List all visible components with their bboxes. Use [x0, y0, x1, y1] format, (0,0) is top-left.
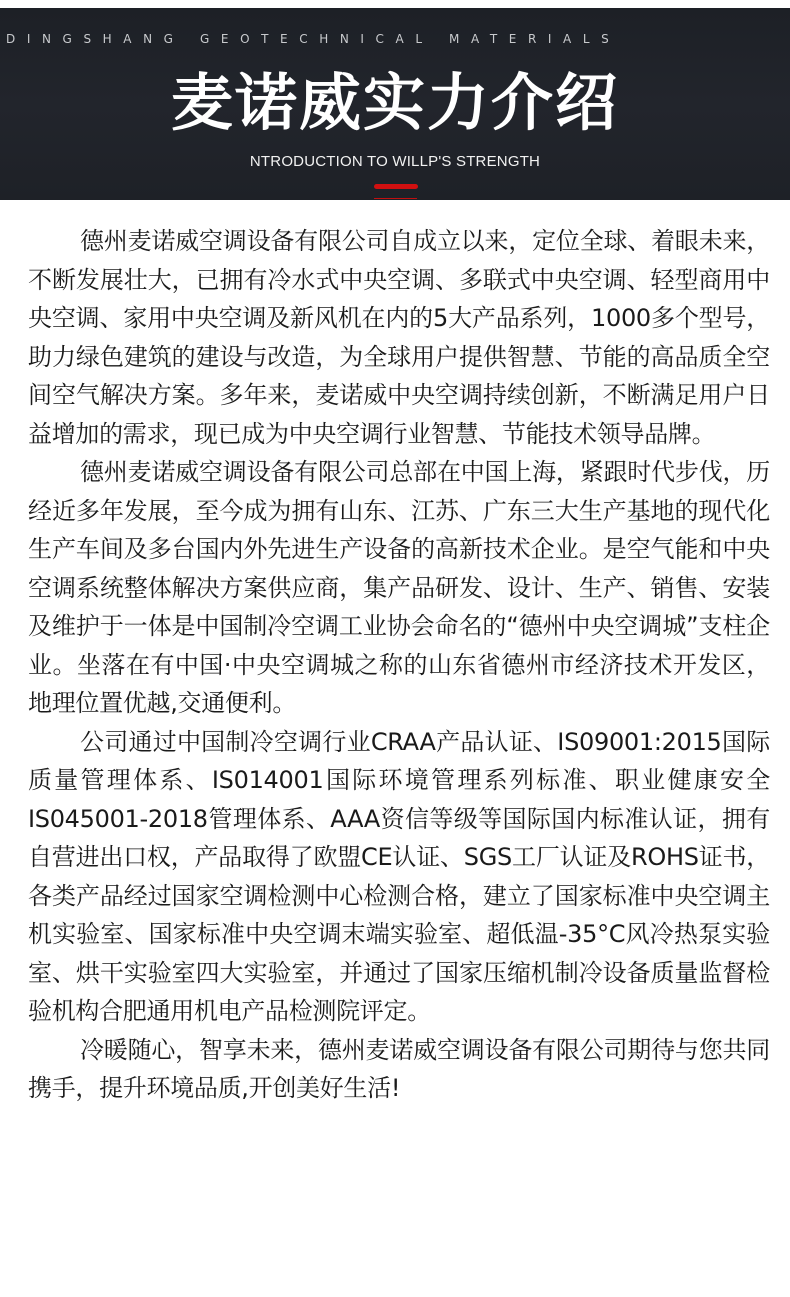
- banner-header: [0, 8, 790, 200]
- page-title: 麦诺威实力介绍: [170, 66, 619, 139]
- accent-bar-thin: [374, 198, 417, 199]
- top-margin: [0, 0, 790, 8]
- intro-body: [0, 200, 790, 1108]
- paragraph-certifications: 公司通过中国制冷空调行业CRAA产品认证、IS09001:2015国际质量管理体系、IS014001国际环境管理系列标准、职业健康安全IS045001-2018管理体系、AAA资信等级等国际国内标准认证，拥有自营进出口权，产品取得了欧盟CE认证、SGS工厂认证及ROHS证书，各类产品经过国家空调检测中心检测合格，建立了国家标准中央空调主机实验室、国家标准中央空调末端实验室、超低温-35°C风冷热泵实验室、烘干实验室四大实验室，并通过了国家压缩机制冷设备质量监督检验机构合肥通用机电产品检测院评定。: [28, 727, 770, 1025]
- paragraph-headquarters: 德州麦诺威空调设备有限公司总部在中国上海，紧跟时代步伐，历经近多年发展，至今成为拥有山东、江苏、广东三大生产基地的现代化生产车间及多台国内外先进生产设备的高新技术企业。是空气能和中央空调系统整体解决方案供应商，集产品研发、设计、生产、销售、安装及维护于一体是中国制冷空调工业协会命名的“德州中央空调城”支柱企业。坐落在有中国·中央空调城之称的山东省德州市经济技术开发区，地理位置优越,交通便利。: [28, 458, 770, 717]
- page-subtitle: NTRODUCTION TO WILLP'S STRENGTH: [249, 153, 541, 170]
- brand-eyebrow-text: DINGSHANG GEOTECHNICAL MATERIALS: [6, 32, 621, 46]
- paragraph-closing: 冷暖随心，智享未来，德州麦诺威空调设备有限公司期待与您共同携手，提升环境品质,开创美好生活!: [28, 1035, 770, 1102]
- paragraph-overview: 德州麦诺威空调设备有限公司自成立以来，定位全球、着眼未来，不断发展壮大，已拥有冷水式中央空调、多联式中央空调、轻型商用中央空调、家用中央空调及新风机在内的5大产品系列，1000多个型号，助力绿色建筑的建设与改造，为全球用户提供智慧、节能的高品质全空间空气解决方案。多年来，麦诺威中央空调持续创新，不断满足用户日益增加的需求，现已成为中央空调行业智慧、节能技术领导品牌。: [28, 227, 770, 448]
- accent-bar-thick: [374, 184, 418, 189]
